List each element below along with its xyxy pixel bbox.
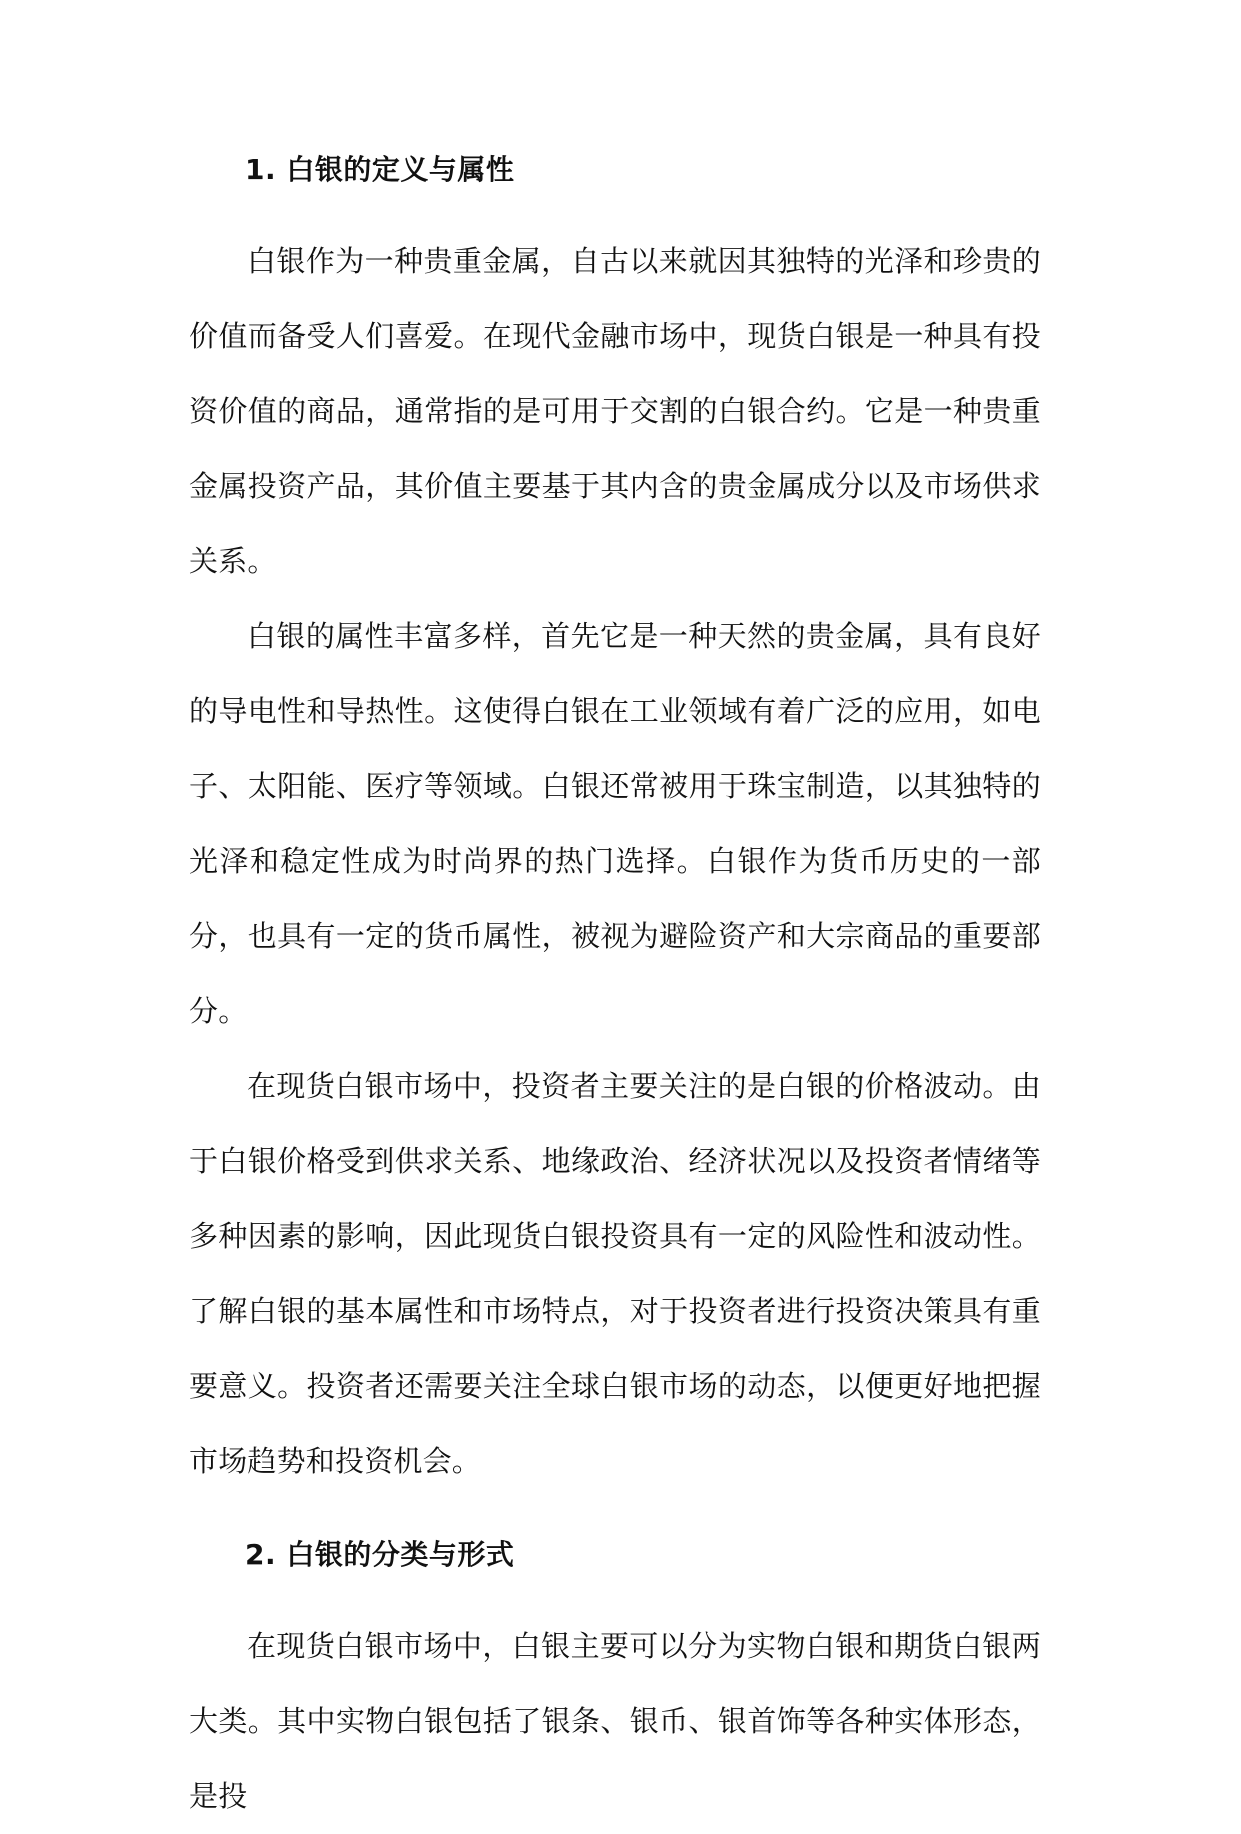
- body-paragraph: 白银的属性丰富多样，首先它是一种天然的贵金属，具有良好的导电性和导热性。这使得白银在工业领域有着广泛的应用，如电子、太阳能、医疗等领域。白银还常被用于珠宝制造，以其独特的光泽和稳定性成为时尚界的热门选择。白银作为货币历史的一部分，也具有一定的货币属性，被视为避险资产和大宗商品的重要部分。: [189, 619, 1041, 1028]
- heading-spacing: [189, 1575, 1041, 1609]
- section-heading: 1. 白银的定义与属性: [245, 153, 515, 186]
- body-paragraph: 白银作为一种贵重金属，自古以来就因其独特的光泽和珍贵的价值而备受人们喜爱。在现代金融市场中，现货白银是一种具有投资价值的商品，通常指的是可用于交割的白银合约。它是一种贵重金属投资产品，其价值主要基于其内含的贵金属成分以及市场供求关系。: [189, 244, 1041, 578]
- body-paragraph: 在现货白银市场中，白银主要可以分为实物白银和期货白银两大类。其中实物白银包括了银条、银币、银首饰等各种实体形态，是投: [189, 1629, 1041, 1813]
- heading-spacing: [189, 190, 1041, 224]
- section-definition-properties: [189, 150, 1041, 1499]
- body-paragraph: 在现货白银市场中，投资者主要关注的是白银的价格波动。由于白银价格受到供求关系、地缘政治、经济状况以及投资者情绪等多种因素的影响，因此现货白银投资具有一定的风险性和波动性。了解白银的基本属性和市场特点，对于投资者进行投资决策具有重要意义。投资者还需要关注全球白银市场的动态，以便更好地把握市场趋势和投资机会。: [189, 1069, 1041, 1478]
- section-heading: 2. 白银的分类与形式: [245, 1538, 515, 1571]
- section-classification-forms: [189, 1535, 1041, 1834]
